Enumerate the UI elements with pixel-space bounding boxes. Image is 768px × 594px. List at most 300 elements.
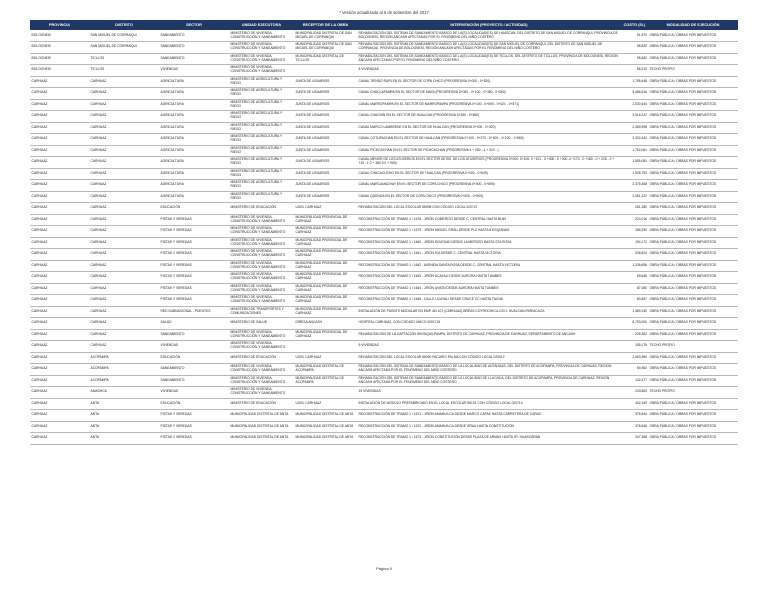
cell-modalidad: OBRA PÚBLICA / OBRAS POR IMPUESTOS — [648, 30, 738, 42]
table-row — [30, 352, 738, 364]
cell-distrito: CARHUAZ — [89, 260, 159, 272]
cell-unidad-ejecutora: MINISTERIO DE EDUCACIÓN — [229, 398, 294, 410]
page-number: Página 9 — [376, 566, 392, 571]
cell-modalidad: OBRA PÚBLICA / OBRAS POR IMPUESTOS — [648, 375, 738, 387]
cell-costo: 2,081,122 — [621, 191, 648, 203]
cell-distrito: CARHUAZ — [89, 99, 159, 111]
cell-provincia: CARHUAZ — [30, 364, 89, 376]
cell-provincia: BOLOGNESI — [30, 65, 89, 77]
cell-modalidad: OBRA PÚBLICA / OBRAS POR IMPUESTOS — [648, 214, 738, 226]
cell-distrito: CARHUAZ — [89, 237, 159, 249]
cell-intervencion: RECONSTRUCCIÓN DE TRAMO 1 / 1678 - JIRÓN COMERCIO DESDE C. CENTRAL HASTA BUIN — [357, 214, 621, 226]
cell-distrito: CARHUAZ — [89, 111, 159, 123]
cell-costo: 87,080 — [621, 283, 648, 295]
cell-costo: 50,667 — [621, 295, 648, 307]
cell-receptor: MUNICIPALIDAD PROVINCIAL DE CARHUAZ — [294, 249, 357, 261]
cell-costo: 3,302,442 — [621, 134, 648, 146]
cell-provincia: CARHUAZ — [30, 272, 89, 284]
cell-modalidad: OBRA PÚBLICA / OBRAS POR IMPUESTOS — [648, 237, 738, 249]
cell-distrito: CARHUAZ — [89, 249, 159, 261]
cell-modalidad: OBRA PÚBLICA / OBRAS POR IMPUESTOS — [648, 42, 738, 54]
cell-costo: 51,970 — [621, 30, 648, 42]
cell-provincia: CARHUAZ — [30, 145, 89, 157]
cell-unidad-ejecutora: MINISTERIO DE VIVIENDA, CONSTRUCCIÓN Y SANEAMIENTO — [229, 341, 294, 353]
cell-receptor: MUNICIPALIDAD DISTRITAL DE TICLLOS — [294, 53, 357, 65]
cell-costo: 1,528,753 — [621, 168, 648, 180]
cell-unidad-ejecutora: MUNICIPALIDAD DISTRITAL DE ANTA — [229, 421, 294, 433]
cell-receptor: MUNICIPALIDAD DISTRITAL DE ANTA — [294, 410, 357, 422]
table-row — [30, 272, 738, 284]
cell-unidad-ejecutora: MINISTERIO DE AGRICULTURA Y RIEGO — [229, 134, 294, 146]
cell-modalidad: OBRA PÚBLICA / OBRAS POR IMPUESTOS — [648, 433, 738, 445]
cell-distrito: SAN MIGUEL DE CORPANQUI — [89, 42, 159, 54]
cell-costo: 243,863 — [621, 387, 648, 399]
cell-unidad-ejecutora: MINISTERIO DE AGRICULTURA Y RIEGO — [229, 157, 294, 169]
cell-modalidad: OBRA PÚBLICA / OBRAS POR IMPUESTOS — [648, 329, 738, 341]
cell-intervencion: REHABILITACIÓN DE LA CAPTACIÓN SHONQUILPAMPA, DISTRITO DE CARHUAZ, PROVINCIA DE CARHUAZ, DEPARTAMENTO DE ANCASH — [357, 329, 621, 341]
header-distrito: DISTRITO — [89, 20, 159, 30]
cell-intervencion: 5 VIVIENDAS — [357, 65, 621, 77]
table-row — [30, 341, 738, 353]
cell-receptor: UGEL CARHUAZ — [294, 398, 357, 410]
cell-costo: 86,210 — [621, 65, 648, 77]
cell-receptor: JUNTA DE USUARIOS — [294, 99, 357, 111]
cell-unidad-ejecutora: MINISTERIO DE VIVIENDA, CONSTRUCCIÓN Y SANEAMIENTO — [229, 387, 294, 399]
cell-provincia: CARHUAZ — [30, 214, 89, 226]
cell-distrito: CARHUAZ — [89, 203, 159, 215]
cell-modalidad: OBRA PÚBLICA / OBRAS POR IMPUESTOS — [648, 283, 738, 295]
cell-intervencion: CANAL PICHCACHAN EN EL SECTOR DE PICHCACHAN (PROGRESIVA 1 + 280 - 1 + 310 - ) — [357, 145, 621, 157]
cell-distrito: CARHUAZ — [89, 180, 159, 192]
table-row — [30, 306, 738, 318]
cell-receptor: JUNTA DE USUARIOS — [294, 145, 357, 157]
cell-receptor: JUNTA DE USUARIOS — [294, 122, 357, 134]
cell-sector: PISTAS Y VEREDAS — [159, 249, 229, 261]
cell-distrito: ANTA — [89, 398, 159, 410]
cell-intervencion: RECONSTRUCCIÓN DE TRAMO 1 / 1641 - JIRÓN ICA DESDE C. CENTRAL HASTA VICTORIA — [357, 249, 621, 261]
cell-receptor: MUNICIPALIDAD DISTRITAL DE SAN MIGUEL DE CORPANQUI — [294, 42, 357, 54]
cell-intervencion: REHABILITACIÓN DEL LOCAL ESCOLAR 86090 PACARIO PALMA CON CÓDIGO LOCAL 020512 — [357, 352, 621, 364]
cell-distrito: ACOPAMPA — [89, 364, 159, 376]
version-note: * Versión actualizada al 6 de setiembre del 2017 — [339, 10, 429, 15]
cell-modalidad: OBRA PÚBLICA / OBRAS POR IMPUESTOS — [648, 191, 738, 203]
cell-sector: RED SUBNACIONAL - PUENTES — [159, 306, 229, 318]
cell-unidad-ejecutora: MINISTERIO DE AGRICULTURA Y RIEGO — [229, 145, 294, 157]
cell-sector: SANEAMIENTO — [159, 329, 229, 341]
cell-sector: PISTAS Y VEREDAS — [159, 410, 229, 422]
table-row — [30, 65, 738, 77]
cell-distrito: CARHUAZ — [89, 272, 159, 284]
cell-sector: AGRICULTURA — [159, 122, 229, 134]
cell-costo: 1,752,061 — [621, 145, 648, 157]
cell-sector: SANEAMIENTO — [159, 30, 229, 42]
header-modalidad: MODALIDAD DE EJECUCIÓN — [648, 20, 738, 30]
cell-receptor — [294, 65, 357, 77]
cell-modalidad: TECHO PROPIO — [648, 341, 738, 353]
cell-sector: AGRICULTURA — [159, 88, 229, 100]
cell-receptor: MUNICIPALIDAD DISTRITAL DE ACOPAMPA — [294, 375, 357, 387]
cell-intervencion: REHABILITACIÓN DEL SISTEMA DE SANEAMIENTO BÁSICO DE LA(S) LOCALIDAD(ES) DE TICLLOS, DEL DISTRITO DE TICLLOS, PROVINCIA DE BOLOGNESI, REGIÓN ANCASH AFECTADAS POR EL FENÓMENO DEL NIÑO COSTERO — [357, 53, 621, 65]
cell-costo: 3,486,516 — [621, 88, 648, 100]
cell-distrito: CARHUAZ — [89, 145, 159, 157]
cell-provincia: CARHUAZ — [30, 375, 89, 387]
cell-distrito: TICLLOS — [89, 65, 159, 77]
cell-provincia: BOLOGNESI — [30, 30, 89, 42]
cell-receptor: MUNICIPALIDAD PROVINCIAL DE CARHUAZ — [294, 295, 357, 307]
cell-intervencion: CANAL COTUPACHAN EN EL SECTOR DE HUALCAN (PROGRESIVA 0+100 - 0+270 - 0+300 - 1+100 - 1+660) — [357, 134, 621, 146]
cell-receptor: MUNICIPALIDAD DISTRITAL DE SAN MIGUEL DE CORPANQUI — [294, 30, 357, 42]
header-costo: COSTO (S/.) — [621, 20, 648, 30]
cell-provincia: CARHUAZ — [30, 341, 89, 353]
cell-intervencion: CANAL TIENDO RURI EN EL SECTOR DE COPA CHICO (PROGRESIVA 0+000 - 0+520) — [357, 76, 621, 88]
cell-sector: PISTAS Y VEREDAS — [159, 226, 229, 238]
table-row — [30, 375, 738, 387]
cell-modalidad: OBRA PÚBLICA / OBRAS POR IMPUESTOS — [648, 157, 738, 169]
cell-unidad-ejecutora: MINISTERIO DE VIVIENDA, CONSTRUCCIÓN Y SANEAMIENTO — [229, 237, 294, 249]
cell-receptor — [294, 387, 357, 399]
cell-provincia: CARHUAZ — [30, 237, 89, 249]
cell-intervencion: CANAL MARCAMACHAY EN EL SECTOR DE COPA CHICO (PROGRESIVA 0+000 - 0+690) — [357, 180, 621, 192]
cell-sector: PISTAS Y VEREDAS — [159, 421, 229, 433]
cell-provincia: CARHUAZ — [30, 157, 89, 169]
cell-costo: 281,280 — [621, 203, 648, 215]
cell-costo: 194,172 — [621, 237, 648, 249]
cell-provincia: CARHUAZ — [30, 111, 89, 123]
cell-intervencion: RECONSTRUCCIÓN DE TRAMO 1 / 1671 - JIRÓN AMAHUILCA DESDE MARCO CAPAZ HASTA CARRETERA DE CARAZ — [357, 410, 621, 422]
cell-receptor: JUNTA DE USUARIOS — [294, 134, 357, 146]
cell-distrito: CARHUAZ — [89, 157, 159, 169]
cell-modalidad: OBRA PÚBLICA / OBRAS POR IMPUESTOS — [648, 134, 738, 146]
cell-modalidad: TECHO PROPIO — [648, 65, 738, 77]
cell-receptor: MUNICIPALIDAD PROVINCIAL DE CARHUAZ — [294, 237, 357, 249]
cell-intervencion: 15 VIVIENDAS — [357, 387, 621, 399]
cell-modalidad: OBRA PÚBLICA / OBRAS POR IMPUESTOS — [648, 122, 738, 134]
cell-unidad-ejecutora: MINISTERIO DE VIVIENDA, CONSTRUCCIÓN Y SANEAMIENTO — [229, 226, 294, 238]
cell-modalidad: OBRA PÚBLICA / OBRAS POR IMPUESTOS — [648, 53, 738, 65]
cell-provincia: CARHUAZ — [30, 168, 89, 180]
cell-unidad-ejecutora: MUNICIPALIDAD DISTRITAL DE ANTA — [229, 410, 294, 422]
cell-sector: SANEAMIENTO — [159, 364, 229, 376]
cell-distrito: ANTA — [89, 421, 159, 433]
cell-unidad-ejecutora: MINISTERIO DE VIVIENDA, CONSTRUCCIÓN Y SANEAMIENTO — [229, 260, 294, 272]
cell-sector: AGRICULTURA — [159, 76, 229, 88]
cell-costo: 228,362 — [621, 329, 648, 341]
cell-intervencion: CANAL MENOR DE LOS ATUSERIOS EN EL SECTOR DE BR. DE LOS ATUSERIOS (PROGRESIVA 0+000; 0+100; 0 +101 - 0 +300 - 0 +300 -0 +170 - 0 +180 - 0 + 226 - 0 + 710 - 1 0 + 380 0 0 + 900) — [357, 157, 621, 169]
table-row — [30, 53, 738, 65]
cell-sector: PISTAS Y VEREDAS — [159, 283, 229, 295]
cell-distrito: CARHUAZ — [89, 341, 159, 353]
cell-intervencion: REHABILITACIÓN DEL SISTEMA DE SANEAMIENTO BÁSICO DE LA(S) LOCALIDAD(ES) DE HUASCAN, DEL DISTRITO DE SAN MIGUEL DE CORPANQUI, PROVINCIA DE BOLOGNESI, REGIÓN ANCASH AFECTADAS POR EL FENÓMENO DEL NIÑO COSTERO — [357, 30, 621, 42]
cell-modalidad: OBRA PÚBLICA / OBRAS POR IMPUESTOS — [648, 203, 738, 215]
cell-unidad-ejecutora: MINISTERIO DE TRANSPORTES Y COMUNICACIONES — [229, 306, 294, 318]
cell-intervencion: REHABILITACIÓN DEL LOCAL ESCOLAR 86098 CON CÓDIGO LOCAL 020747 — [357, 203, 621, 215]
cell-distrito: CARHUAZ — [89, 134, 159, 146]
cell-costo: 3,516,247 — [621, 111, 648, 123]
cell-intervencion: RECONSTRUCCIÓN DE TRAMO 1 / 1642 - AVENIDA SANTA ROSA DESDE C. CENTRAL HASTA VICTORIA — [357, 260, 621, 272]
cell-sector: SANEAMIENTO — [159, 375, 229, 387]
cell-sector: AGRICULTURA — [159, 134, 229, 146]
header-intervencion: INTERVENCIÓN (PROYECTO / ACTIVIDAD) — [357, 20, 621, 30]
cell-unidad-ejecutora: MINISTERIO DE SALUD — [229, 318, 294, 330]
table-row — [30, 99, 738, 111]
table-row — [30, 364, 738, 376]
cell-distrito: CARHUAZ — [89, 318, 159, 330]
cell-provincia: BOLOGNESI — [30, 42, 89, 54]
cell-distrito: CARHUAZ — [89, 191, 159, 203]
cell-unidad-ejecutora: MINISTERIO DE VIVIENDA, CONSTRUCCIÓN Y SANEAMIENTO — [229, 329, 294, 341]
cell-sector: SALUD — [159, 318, 229, 330]
cell-sector: AGRICULTURA — [159, 168, 229, 180]
cell-intervencion: CANAL CHACLAPAMPA EN EL SECTOR DE MAYA (PROGRESIVA 0+000 - 0+100 - 0+350 - 0+560) — [357, 88, 621, 100]
cell-receptor: MUNICIPALIDAD PROVINCIAL DE CARHUAZ — [294, 306, 357, 318]
cell-sector: SANEAMIENTO — [159, 53, 229, 65]
cell-unidad-ejecutora: MINISTERIO DE VIVIENDA, CONSTRUCCIÓN Y SANEAMIENTO — [229, 295, 294, 307]
cell-provincia: CARHUAZ — [30, 329, 89, 341]
table-row — [30, 226, 738, 238]
cell-unidad-ejecutora: MINISTERIO DE EDUCACIÓN — [229, 203, 294, 215]
cell-provincia: CARHUAZ — [30, 306, 89, 318]
cell-receptor: JUNTA DE USUARIOS — [294, 191, 357, 203]
cell-intervencion: RECONSTRUCCIÓN DE TRAMO 1 / 1646 - CALLE UCAYALI DESDE CRUCE CC HASTA TACNA — [357, 295, 621, 307]
cell-sector: AGRICULTURA — [159, 111, 229, 123]
cell-costo: 1,469,130 — [621, 306, 648, 318]
table-row — [30, 157, 738, 169]
cell-provincia: CARHUAZ — [30, 318, 89, 330]
cell-costo: 54,962 — [621, 364, 648, 376]
cell-receptor: JUNTA DE USUARIOS — [294, 180, 357, 192]
table-row — [30, 318, 738, 330]
cell-intervencion: CANAL MARROPAMPA EN EL SECTOR DE MARROPAMPA (PROGRESIVA 0+100 - 0+690 - 0+021 - 0+571) — [357, 99, 621, 111]
cell-provincia: CARHUAZ — [30, 88, 89, 100]
cell-modalidad: TECHO PROPIO — [648, 387, 738, 399]
cell-receptor: MUNICIPALIDAD DISTRITAL DE ANTA — [294, 433, 357, 445]
table-row — [30, 122, 738, 134]
cell-unidad-ejecutora: MINISTERIO DE AGRICULTURA Y RIEGO — [229, 99, 294, 111]
cell-distrito: SAN MIGUEL DE CORPANQUI — [89, 30, 159, 42]
cell-intervencion: RECONSTRUCCIÓN DE TRAMO 1 / 1679 - JIRÓN MIGUEL GRAU DESDE PLZ HASTA 8 ESQUINAS — [357, 226, 621, 238]
cell-provincia: CARHUAZ — [30, 180, 89, 192]
projects-table — [30, 20, 738, 445]
cell-costo: 347,388 — [621, 433, 648, 445]
cell-modalidad: OBRA PÚBLICA / OBRAS POR IMPUESTOS — [648, 364, 738, 376]
cell-intervencion: REHABILITACIÓN DEL SISTEMA DE SANEAMIENTO BÁSICO DE LA LOCALIDAD DE LLUCHCA, DEL DISTRITO DE ACOPAMPA, PROVINCIA DE CARHUAZ, REGIÓN ANCASH AFECTADA POR EL FENÓMENO DEL NIÑO COSTERO — [357, 375, 621, 387]
cell-sector: PISTAS Y VEREDAS — [159, 260, 229, 272]
cell-intervencion: REHABILITACIÓN DEL SISTEMA DE SANEAMIENTO BÁSICO DE LA(S) LOCALIDAD(ES) DE SAN MIGUEL DE CORPANQUI, DEL DISTRITO DE SAN MIGUEL DE CORPANQUI, PROVINCIA DE BOLOGNESI, REGIÓN ANCASH AFECTADAS POR EL FENÓMENO DEL NIÑO COSTERO — [357, 42, 621, 54]
cell-intervencion: RECONSTRUCCIÓN DE TRAMO 1 / 1640 - JIRÓN SOLEDAD DESDE LA MERCED HASTA STA ROSA — [357, 237, 621, 249]
cell-unidad-ejecutora: MINISTERIO DE AGRICULTURA Y RIEGO — [229, 168, 294, 180]
cell-modalidad: OBRA PÚBLICA / OBRAS POR IMPUESTOS — [648, 352, 738, 364]
cell-intervencion: RECONSTRUCCIÓN DE TRAMO 1 / 1672 - JIRÓN AMAHUILCA DESDE GRAU HASTA CONSTITUCIÓN — [357, 421, 621, 433]
cell-modalidad: OBRA PÚBLICA / OBRAS POR IMPUESTOS — [648, 410, 738, 422]
cell-sector: PISTAS Y VEREDAS — [159, 433, 229, 445]
cell-distrito: CARHUAZ — [89, 88, 159, 100]
cell-provincia: CARHUAZ — [30, 387, 89, 399]
table-row — [30, 203, 738, 215]
cell-costo: 2,389,998 — [621, 122, 648, 134]
table-row — [30, 30, 738, 42]
cell-receptor: MUNICIPALIDAD PROVINCIAL DE CARHUAZ — [294, 214, 357, 226]
cell-distrito: CARHUAZ — [89, 76, 159, 88]
cell-distrito: ACOPAMPA — [89, 352, 159, 364]
cell-sector: AGRICULTURA — [159, 145, 229, 157]
cell-sector: VIVIENDAS — [159, 341, 229, 353]
cell-receptor: MUNICIPALIDAD PROVINCIAL DE CARHUAZ — [294, 329, 357, 341]
cell-intervencion: RECONSTRUCCIÓN DE TRAMO 1 / 1644 - JIRÓN UNION DESDE AURORA HASTA TUMBES — [357, 283, 621, 295]
cell-unidad-ejecutora: MINISTERIO DE VIVIENDA, CONSTRUCCIÓN Y SANEAMIENTO — [229, 53, 294, 65]
cell-intervencion: REHABILITACIÓN DEL SISTEMA DE SANEAMIENTO BÁSICO DE LA LOCALIDAD DE ANTAHUAS, DEL DISTRITO DE ACOPAMPA, PROVINCIA DE CARHUAZ, REGIÓN ANCASH AFECTADA POR EL FENÓMENO DEL NIÑO COSTERO — [357, 364, 621, 376]
cell-intervencion: CANAL CHACHIN EN EL SECTOR DE HUALCAN (PROGRESIVA 0+330 - 0+550) — [357, 111, 621, 123]
cell-costo: 2,530,444 — [621, 99, 648, 111]
cell-intervencion: 9 VIVIENDAS — [357, 341, 621, 353]
cell-sector: PISTAS Y VEREDAS — [159, 272, 229, 284]
table-row — [30, 168, 738, 180]
cell-intervencion: CANAL QUENOA EN EL SECTOR DE COPA CHICO (PROGRESIVA 0+000 - 0+500) — [357, 191, 621, 203]
cell-sector: EDUCACIÓN — [159, 398, 229, 410]
cell-unidad-ejecutora: MINISTERIO DE VIVIENDA, CONSTRUCCIÓN Y SANEAMIENTO — [229, 214, 294, 226]
cell-unidad-ejecutora: MINISTERIO DE AGRICULTURA Y RIEGO — [229, 76, 294, 88]
cell-unidad-ejecutora: MUNICIPALIDAD DISTRITAL DE ANTA — [229, 433, 294, 445]
cell-receptor: MUNICIPALIDAD PROVINCIAL DE CARHUAZ — [294, 260, 357, 272]
table-body — [30, 30, 738, 444]
cell-provincia: CARHUAZ — [30, 352, 89, 364]
cell-intervencion: INSTALACIÓN DE PUENTE MODULAR EN EMP. AN 107 (CARHUAZ)-BREAS COYROCHICLLOCO- HUALCAN-PARIACACA — [357, 306, 621, 318]
table-row — [30, 145, 738, 157]
cell-modalidad: OBRA PÚBLICA / OBRAS POR IMPUESTOS — [648, 168, 738, 180]
cell-unidad-ejecutora: MINISTERIO DE VIVIENDA, CONSTRUCCIÓN Y SANEAMIENTO — [229, 30, 294, 42]
cell-sector: VIVIENDAS — [159, 387, 229, 399]
table-row — [30, 76, 738, 88]
table-row — [30, 329, 738, 341]
cell-sector: AGRICULTURA — [159, 157, 229, 169]
table-row — [30, 111, 738, 123]
table-row — [30, 134, 738, 146]
table-row — [30, 421, 738, 433]
table-header-row — [30, 20, 738, 30]
cell-receptor: MUNICIPALIDAD DISTRITAL DE ANTA — [294, 421, 357, 433]
cell-receptor: UGEL CARHUAZ — [294, 203, 357, 215]
cell-modalidad: OBRA PÚBLICA / OBRAS POR IMPUESTOS — [648, 111, 738, 123]
cell-unidad-ejecutora: MINISTERIO DE AGRICULTURA Y RIEGO — [229, 180, 294, 192]
cell-costo: 155,178 — [621, 341, 648, 353]
cell-provincia: CARHUAZ — [30, 410, 89, 422]
table-row — [30, 42, 738, 54]
cell-unidad-ejecutora: MINISTERIO DE AGRICULTURA Y RIEGO — [229, 191, 294, 203]
cell-distrito: TICLLOS — [89, 53, 159, 65]
cell-sector: AGRICULTURA — [159, 180, 229, 192]
cell-sector: AGRICULTURA — [159, 99, 229, 111]
cell-distrito: ACOPAMPA — [89, 375, 159, 387]
cell-provincia: CARHUAZ — [30, 398, 89, 410]
cell-receptor: JUNTA DE USUARIOS — [294, 168, 357, 180]
cell-unidad-ejecutora: MINISTERIO DE VIVIENDA, CONSTRUCCIÓN Y SANEAMIENTO — [229, 283, 294, 295]
cell-unidad-ejecutora: MINISTERIO DE VIVIENDA, CONSTRUCCIÓN Y SANEAMIENTO — [229, 364, 294, 376]
cell-distrito: CARHUAZ — [89, 214, 159, 226]
cell-costo: 1,555,083 — [621, 157, 648, 169]
cell-distrito: CARHUAZ — [89, 168, 159, 180]
cell-modalidad: OBRA PÚBLICA / OBRAS POR IMPUESTOS — [648, 76, 738, 88]
cell-provincia: CARHUAZ — [30, 99, 89, 111]
cell-sector: PISTAS Y VEREDAS — [159, 214, 229, 226]
cell-unidad-ejecutora: MINISTERIO DE VIVIENDA, CONSTRUCCIÓN Y SANEAMIENTO — [229, 375, 294, 387]
cell-modalidad: OBRA PÚBLICA / OBRAS POR IMPUESTOS — [648, 226, 738, 238]
cell-intervencion: RECONSTRUCCIÓN DE TRAMO 1 / 1673 - JIRÓN CONSTITUCIÓN DESDE PLAZA DE ARMAS HASTA JR. HUASCARÁN — [357, 433, 621, 445]
cell-costo: 1,795,448 — [621, 76, 648, 88]
cell-receptor: JUNTA DE USUARIOS — [294, 111, 357, 123]
cell-costo: 95,682 — [621, 53, 648, 65]
cell-intervencion: INSTALACIÓN DE MÓDULO PREFABRICADO EN EL LOCAL ESCOLAR 86101 CON CÓDIGO LOCAL 020714 — [357, 398, 621, 410]
cell-provincia: CARHUAZ — [30, 421, 89, 433]
cell-costo: 185,290 — [621, 226, 648, 238]
cell-costo: 1,236,698 — [621, 260, 648, 272]
cell-unidad-ejecutora: MINISTERIO DE VIVIENDA, CONSTRUCCIÓN Y SANEAMIENTO — [229, 249, 294, 261]
cell-provincia: CARHUAZ — [30, 295, 89, 307]
cell-provincia: BOLOGNESI — [30, 53, 89, 65]
header-provincia: PROVINCIA — [30, 20, 89, 30]
cell-receptor: MUNICIPALIDAD DISTRITAL DE ACOPAMPA — [294, 364, 357, 376]
table-row — [30, 410, 738, 422]
cell-costo: 95,820 — [621, 42, 648, 54]
cell-unidad-ejecutora: MINISTERIO DE VIVIENDA, CONSTRUCCIÓN Y SANEAMIENTO — [229, 272, 294, 284]
cell-receptor: UGEL CARHUAZ — [294, 352, 357, 364]
table-row — [30, 237, 738, 249]
cell-sector: AGRICULTURA — [159, 191, 229, 203]
table-row — [30, 191, 738, 203]
cell-modalidad: OBRA PÚBLICA / OBRAS POR IMPUESTOS — [648, 272, 738, 284]
cell-costo: 376,648 — [621, 421, 648, 433]
table-row — [30, 260, 738, 272]
cell-receptor: DIRESA ANCASH — [294, 318, 357, 330]
cell-receptor: JUNTA DE USUARIOS — [294, 76, 357, 88]
cell-modalidad: OBRA PÚBLICA / OBRAS POR IMPUESTOS — [648, 306, 738, 318]
table-row — [30, 398, 738, 410]
cell-provincia: CARHUAZ — [30, 283, 89, 295]
cell-receptor: MUNICIPALIDAD PROVINCIAL DE CARHUAZ — [294, 226, 357, 238]
cell-distrito: CARHUAZ — [89, 329, 159, 341]
header-receptor: RECEPTOR DE LA OBRA — [294, 20, 357, 30]
cell-costo: 336,624 — [621, 249, 648, 261]
table-row — [30, 88, 738, 100]
cell-provincia: CARHUAZ — [30, 134, 89, 146]
cell-sector: PISTAS Y VEREDAS — [159, 295, 229, 307]
cell-costo: 376,544 — [621, 410, 648, 422]
table-row — [30, 295, 738, 307]
table-row — [30, 214, 738, 226]
cell-receptor: JUNTA DE USUARIOS — [294, 157, 357, 169]
cell-distrito: CARHUAZ — [89, 306, 159, 318]
cell-provincia: CARHUAZ — [30, 191, 89, 203]
cell-unidad-ejecutora: MINISTERIO DE AGRICULTURA Y RIEGO — [229, 122, 294, 134]
cell-sector: PISTAS Y VEREDAS — [159, 237, 229, 249]
cell-modalidad: OBRA PÚBLICA / OBRAS POR IMPUESTOS — [648, 180, 738, 192]
cell-unidad-ejecutora: MINISTERIO DE AGRICULTURA Y RIEGO — [229, 88, 294, 100]
cell-modalidad: OBRA PÚBLICA / OBRAS POR IMPUESTOS — [648, 398, 738, 410]
cell-sector: EDUCACIÓN — [159, 203, 229, 215]
cell-costo: 2,663,960 — [621, 352, 648, 364]
cell-intervencion: RECONSTRUCCIÓN DE TRAMO 1 / 1643 - JIRÓN UCAYALI DESDE AURORA HASTA TUMBES — [357, 272, 621, 284]
cell-modalidad: OBRA PÚBLICA / OBRAS POR IMPUESTOS — [648, 249, 738, 261]
cell-modalidad: OBRA PÚBLICA / OBRAS POR IMPUESTOS — [648, 295, 738, 307]
cell-sector: EDUCACIÓN — [159, 352, 229, 364]
cell-intervencion: CANAL CHACACUCHO EN EL SECTOR DE HUALCAN (PROGRESIVA 0+000 - 0+549) — [357, 168, 621, 180]
cell-receptor — [294, 341, 357, 353]
table-row — [30, 249, 738, 261]
cell-distrito: ANTA — [89, 433, 159, 445]
cell-distrito: AMASHCA — [89, 387, 159, 399]
cell-modalidad: OBRA PÚBLICA / OBRAS POR IMPUESTOS — [648, 88, 738, 100]
table-row — [30, 433, 738, 445]
cell-provincia: CARHUAZ — [30, 260, 89, 272]
cell-modalidad: OBRA PÚBLICA / OBRAS POR IMPUESTOS — [648, 260, 738, 272]
